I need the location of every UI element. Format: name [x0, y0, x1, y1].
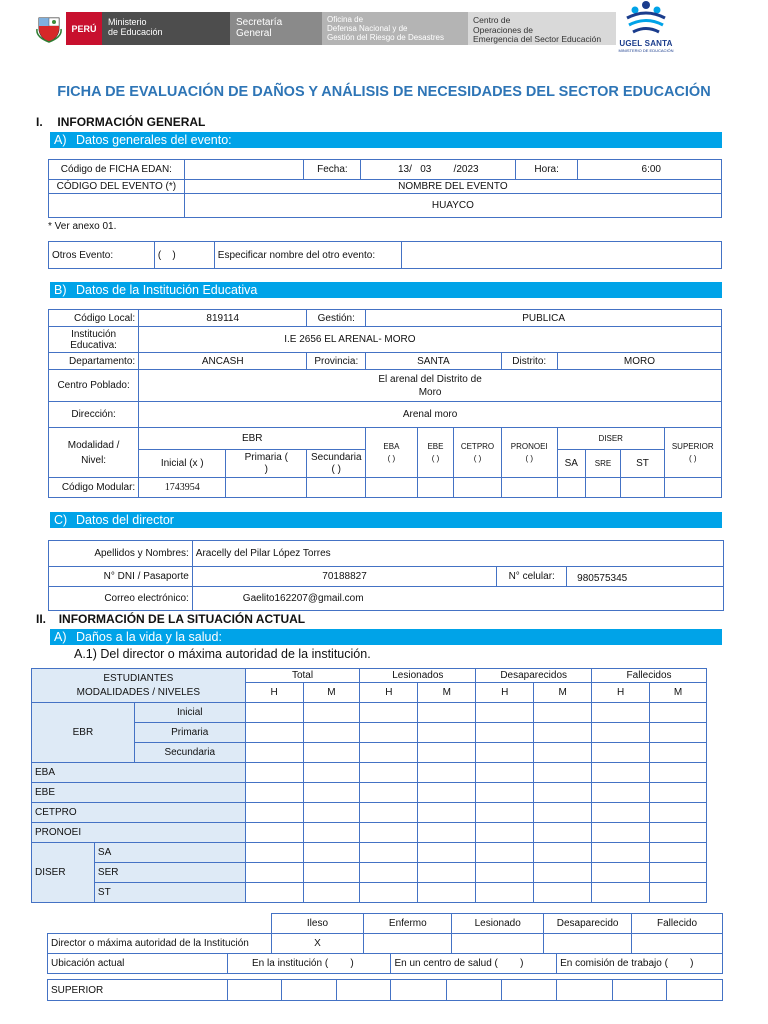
codigo-local-field[interactable]: 819114 [139, 310, 307, 327]
table-cell[interactable] [592, 823, 650, 843]
superior-option[interactable]: SUPERIOR ( ) [664, 428, 722, 478]
secretaria-label: Secretaría General [230, 12, 322, 45]
table-cell[interactable] [534, 703, 592, 723]
ileso-field[interactable]: X [271, 934, 364, 954]
table-cell[interactable] [650, 723, 707, 743]
lesionados-m-header: M [418, 683, 476, 703]
eba-row-label: EBA [32, 763, 246, 783]
event-data-table [48, 159, 722, 218]
table-cell[interactable] [245, 723, 303, 743]
table-cell[interactable] [476, 843, 534, 863]
table-cell[interactable] [303, 703, 360, 723]
superior-row-label: SUPERIOR [48, 980, 228, 1001]
section-1-title: INFORMACIÓN GENERAL [57, 115, 206, 129]
table-cell[interactable] [650, 823, 707, 843]
document-title: FICHA DE EVALUACIÓN DE DAÑOS Y ANÁLISIS DE NECESIDADES DEL SECTOR EDUCACIÓN [57, 84, 711, 100]
table-cell[interactable] [303, 863, 360, 883]
table-cell[interactable] [360, 703, 418, 723]
enfermo-header: Enfermo [364, 914, 452, 934]
table-cell[interactable] [650, 743, 707, 763]
centro-poblado-label: Centro Poblado: [49, 370, 139, 402]
director-table [48, 540, 724, 611]
table-cell[interactable] [592, 743, 650, 763]
codigo-local-label: Código Local: [49, 310, 139, 327]
table-cell[interactable] [592, 883, 650, 903]
table-cell[interactable] [360, 783, 418, 803]
table-cell[interactable] [245, 863, 303, 883]
diser-row-label: DISER [32, 843, 95, 903]
inicial-row-label: Inicial [134, 703, 245, 723]
modalidad-label: Modalidad / Nivel: [49, 428, 139, 478]
table-cell[interactable] [245, 883, 303, 903]
table-cell[interactable] [534, 863, 592, 883]
table-cell[interactable] [592, 723, 650, 743]
codigo-modular-pronoei-field[interactable] [501, 478, 557, 498]
table-cell[interactable] [476, 703, 534, 723]
departamento-label: Departamento: [49, 353, 139, 370]
section-2a-title: Daños a la vida y la salud: [76, 630, 222, 644]
diser-label: DISER [557, 428, 664, 450]
table-cell[interactable] [534, 883, 592, 903]
table-cell[interactable] [534, 723, 592, 743]
section-2-title: INFORMACIÓN DE LA SITUACIÓN ACTUAL [58, 612, 306, 626]
codigo-evento-label: CÓDIGO DEL EVENTO (*) [49, 180, 185, 194]
fallecidos-h-header: H [592, 683, 650, 703]
inicial-option[interactable]: Inicial (x ) [139, 450, 226, 478]
en-comision-option[interactable]: En comisión de trabajo ( ) [557, 954, 723, 974]
codigo-modular-ebe-field[interactable] [417, 478, 454, 498]
table-cell[interactable] [534, 843, 592, 863]
hora-label: Hora: [516, 160, 578, 180]
anexo-note: * Ver anexo 01. [48, 221, 117, 232]
codigo-ficha-label: Código de FICHA EDAN: [49, 160, 185, 180]
section-1a-title: Datos generales del evento: [76, 133, 232, 147]
codigo-modular-st-field[interactable] [621, 478, 664, 498]
en-institucion-option[interactable]: En la institución ( ) [228, 954, 391, 974]
table-cell[interactable] [534, 783, 592, 803]
table-cell[interactable] [476, 763, 534, 783]
oficina-label: Oficina de Defensa Nacional y de Gestión del Riesgo de Desastres [322, 12, 468, 45]
table-cell[interactable] [360, 883, 418, 903]
ubicacion-table [47, 953, 723, 1001]
codigo-modular-inicial-field[interactable]: 1743954 [139, 478, 226, 498]
codigo-modular-sa-field[interactable] [557, 478, 585, 498]
ebe-option[interactable]: EBE ( ) [417, 428, 454, 478]
section-2-heading [36, 612, 305, 626]
section-1c-letter: C) [54, 513, 68, 527]
table-cell[interactable] [360, 843, 418, 863]
table-cell[interactable] [476, 803, 534, 823]
table-cell[interactable] [534, 763, 592, 783]
table-cell[interactable] [476, 783, 534, 803]
lesionados-header: Lesionados [360, 669, 476, 683]
table-cell[interactable] [303, 843, 360, 863]
status-blank-cell [48, 914, 272, 934]
section-1b-title: Datos de la Institución Educativa [76, 283, 258, 297]
correo-label: Correo electrónico: [49, 587, 193, 611]
cetpro-option[interactable]: CETPRO ( ) [454, 428, 501, 478]
table-cell[interactable] [360, 763, 418, 783]
pronoei-row-label: PRONOEI [32, 823, 246, 843]
table-cell[interactable] [592, 763, 650, 783]
table-cell[interactable] [592, 783, 650, 803]
modalidades-header: MODALIDADES / NIVELES [76, 686, 201, 698]
table-cell[interactable] [476, 723, 534, 743]
codigo-modular-sre-field[interactable] [585, 478, 621, 498]
table-cell[interactable] [650, 843, 707, 863]
table-cell[interactable] [476, 883, 534, 903]
table-cell[interactable] [360, 803, 418, 823]
codigo-modular-secundaria-field[interactable] [307, 478, 366, 498]
direccion-label: Dirección: [49, 402, 139, 428]
table-cell[interactable] [303, 723, 360, 743]
table-cell[interactable] [360, 863, 418, 883]
section-1a-bar [50, 132, 722, 148]
table-cell[interactable] [650, 783, 707, 803]
table-cell[interactable] [557, 980, 613, 1001]
director-status-label: Director o máxima autoridad de la Institución [48, 934, 272, 954]
total-m-header: M [303, 683, 360, 703]
fallecido-field[interactable] [632, 934, 723, 954]
desaparecido-header: Desaparecido [544, 914, 632, 934]
lesionado-header: Lesionado [452, 914, 544, 934]
fallecidos-m-header: M [650, 683, 707, 703]
table-cell[interactable] [245, 823, 303, 843]
celular-label: N° celular: [497, 567, 567, 587]
st-row-label: ST [94, 883, 245, 903]
diser-sre-option[interactable]: SRE [585, 450, 621, 478]
table-cell[interactable] [418, 783, 476, 803]
cetpro-row-label: CETPRO [32, 803, 246, 823]
section-1-number: I. [36, 115, 43, 129]
table-cell[interactable] [360, 743, 418, 763]
correo-field[interactable]: Gaelito162207@gmail.com [192, 587, 723, 611]
apellidos-label: Apellidos y Nombres: [49, 541, 193, 567]
table-cell[interactable] [650, 703, 707, 723]
table-cell[interactable] [303, 783, 360, 803]
peru-label: PERÚ [66, 12, 102, 45]
fecha-label: Fecha: [304, 160, 361, 180]
enfermo-field[interactable] [364, 934, 452, 954]
table-cell[interactable] [360, 723, 418, 743]
codigo-modular-eba-field[interactable] [366, 478, 417, 498]
table-cell[interactable] [592, 703, 650, 723]
table-cell[interactable] [245, 703, 303, 723]
table-cell[interactable] [667, 980, 723, 1001]
ugel-logo [616, 0, 676, 52]
ministry-label: Ministerio de Educación [102, 12, 230, 45]
total-h-header: H [245, 683, 303, 703]
section-1b-bar [50, 282, 722, 298]
government-header [32, 12, 616, 45]
table-cell[interactable] [612, 980, 667, 1001]
table-cell[interactable] [245, 743, 303, 763]
section-2a-letter: A) [54, 630, 67, 644]
table-cell[interactable] [476, 863, 534, 883]
damage-table [31, 668, 707, 903]
table-cell[interactable] [418, 743, 476, 763]
institution-table [48, 309, 722, 498]
gestion-label: Gestión: [307, 310, 366, 327]
celular-field[interactable]: 980575345 [567, 567, 724, 587]
table-cell[interactable] [303, 823, 360, 843]
sa-row-label: SA [94, 843, 245, 863]
peru-shield-icon [32, 12, 66, 45]
ugel-people-icon [621, 0, 671, 34]
direccion-field[interactable]: Arenal moro [139, 402, 722, 428]
director-status-table [47, 913, 723, 954]
table-cell[interactable] [592, 843, 650, 863]
otros-evento-label: Otros Evento: [49, 242, 155, 269]
table-cell[interactable] [303, 803, 360, 823]
ser-row-label: SER [94, 863, 245, 883]
codigo-modular-superior-field[interactable] [664, 478, 722, 498]
table-cell[interactable] [360, 823, 418, 843]
ugel-subtitle: MINISTERIO DE EDUCACIÓN [618, 48, 674, 53]
table-cell[interactable] [336, 980, 391, 1001]
section-1b-letter: B) [54, 283, 67, 297]
table-cell[interactable] [418, 723, 476, 743]
table-cell[interactable] [650, 883, 707, 903]
table-cell[interactable] [245, 843, 303, 863]
distrito-label: Distrito: [501, 353, 557, 370]
table-cell[interactable] [501, 980, 556, 1001]
hora-field[interactable]: 6:00 [578, 160, 722, 180]
other-event-table [48, 241, 722, 269]
table-cell[interactable] [281, 980, 336, 1001]
primaria-row-label: Primaria [134, 723, 245, 743]
secundaria-option[interactable]: Secundaria ( ) [307, 450, 366, 478]
ubicacion-label: Ubicación actual [48, 954, 228, 974]
table-cell[interactable] [534, 743, 592, 763]
en-centro-salud-option[interactable]: En un centro de salud ( ) [391, 954, 557, 974]
table-cell[interactable] [592, 803, 650, 823]
section-2-number: II. [36, 612, 47, 626]
table-cell[interactable] [418, 823, 476, 843]
especificar-label: Especificar nombre del otro evento: [214, 242, 401, 269]
institucion-field[interactable]: I.E 2656 EL ARENAL- MORO [139, 327, 722, 353]
codigo-evento-field[interactable] [49, 194, 185, 218]
table-cell[interactable] [303, 883, 360, 903]
centro-label: Centro de Operaciones de Emergencia del Sector Educación [468, 12, 616, 45]
table-cell[interactable] [245, 803, 303, 823]
section-1a-letter: A) [54, 133, 67, 147]
lesionado-field[interactable] [452, 934, 544, 954]
students-header [32, 669, 246, 703]
table-cell[interactable] [228, 980, 282, 1001]
ugel-name: UGEL SANTA [619, 39, 673, 48]
table-cell[interactable] [650, 803, 707, 823]
primaria-option[interactable]: Primaria ( ) [226, 450, 307, 478]
nombre-evento-label: NOMBRE DEL EVENTO [184, 180, 721, 194]
fecha-field[interactable]: 13/ 03 /2023 [361, 160, 516, 180]
table-cell[interactable] [245, 783, 303, 803]
codigo-modular-label: Código Modular: [49, 478, 139, 498]
table-cell[interactable] [245, 763, 303, 783]
otros-evento-checkbox[interactable]: ( ) [154, 242, 214, 269]
table-cell[interactable] [391, 980, 446, 1001]
ebe-row-label: EBE [32, 783, 246, 803]
codigo-modular-primaria-field[interactable] [226, 478, 307, 498]
diser-st-option[interactable]: ST [621, 450, 664, 478]
table-cell[interactable] [650, 863, 707, 883]
section-1-heading [36, 115, 205, 129]
table-cell[interactable] [303, 743, 360, 763]
table-cell[interactable] [418, 843, 476, 863]
codigo-ficha-field[interactable] [184, 160, 304, 180]
ebr-row-label: EBR [32, 703, 135, 763]
fallecido-header: Fallecido [632, 914, 723, 934]
lesionados-h-header: H [360, 683, 418, 703]
dni-field[interactable]: 70188827 [192, 567, 496, 587]
estudiantes-header: ESTUDIANTES [103, 672, 174, 684]
table-cell[interactable] [418, 803, 476, 823]
ebr-label: EBR [139, 428, 366, 450]
secundaria-row-label: Secundaria [134, 743, 245, 763]
eba-option[interactable]: EBA ( ) [366, 428, 417, 478]
table-cell[interactable] [592, 863, 650, 883]
fallecidos-header: Fallecidos [592, 669, 707, 683]
desaparecidos-m-header: M [534, 683, 592, 703]
ileso-header: Ileso [271, 914, 364, 934]
desaparecidos-h-header: H [476, 683, 534, 703]
table-cell[interactable] [650, 763, 707, 783]
section-1c-bar [50, 512, 722, 528]
nombre-evento-field[interactable]: HUAYCO [184, 194, 721, 218]
total-header: Total [245, 669, 360, 683]
centro-poblado-field[interactable]: El arenal del Distrito de Moro [139, 370, 722, 402]
table-cell[interactable] [418, 763, 476, 783]
table-cell[interactable] [534, 823, 592, 843]
dni-label: N° DNI / Pasaporte [49, 567, 193, 587]
especificar-field[interactable] [401, 242, 721, 269]
table-cell[interactable] [534, 803, 592, 823]
desaparecido-field[interactable] [544, 934, 632, 954]
table-cell[interactable] [418, 883, 476, 903]
section-2a-bar [50, 629, 722, 645]
table-cell[interactable] [476, 823, 534, 843]
departamento-field[interactable]: ANCASH [139, 353, 307, 370]
distrito-field[interactable]: MORO [557, 353, 721, 370]
section-2a1-subtitle: A.1) Del director o máxima autoridad de la institución. [74, 647, 371, 661]
desaparecidos-header: Desaparecidos [476, 669, 592, 683]
provincia-label: Provincia: [307, 353, 366, 370]
diser-sa-option[interactable]: SA [557, 450, 585, 478]
codigo-modular-cetpro-field[interactable] [454, 478, 501, 498]
table-cell[interactable] [476, 743, 534, 763]
institucion-label: Institución Educativa: [49, 327, 139, 353]
section-1c-title: Datos del director [76, 513, 174, 527]
gestion-field[interactable]: PUBLICA [366, 310, 722, 327]
table-cell[interactable] [303, 763, 360, 783]
table-cell[interactable] [446, 980, 501, 1001]
apellidos-field[interactable]: Aracelly del Pilar López Torres [192, 541, 723, 567]
table-cell[interactable] [418, 863, 476, 883]
pronoei-option[interactable]: PRONOEI ( ) [501, 428, 557, 478]
provincia-field[interactable]: SANTA [366, 353, 501, 370]
table-cell[interactable] [418, 703, 476, 723]
